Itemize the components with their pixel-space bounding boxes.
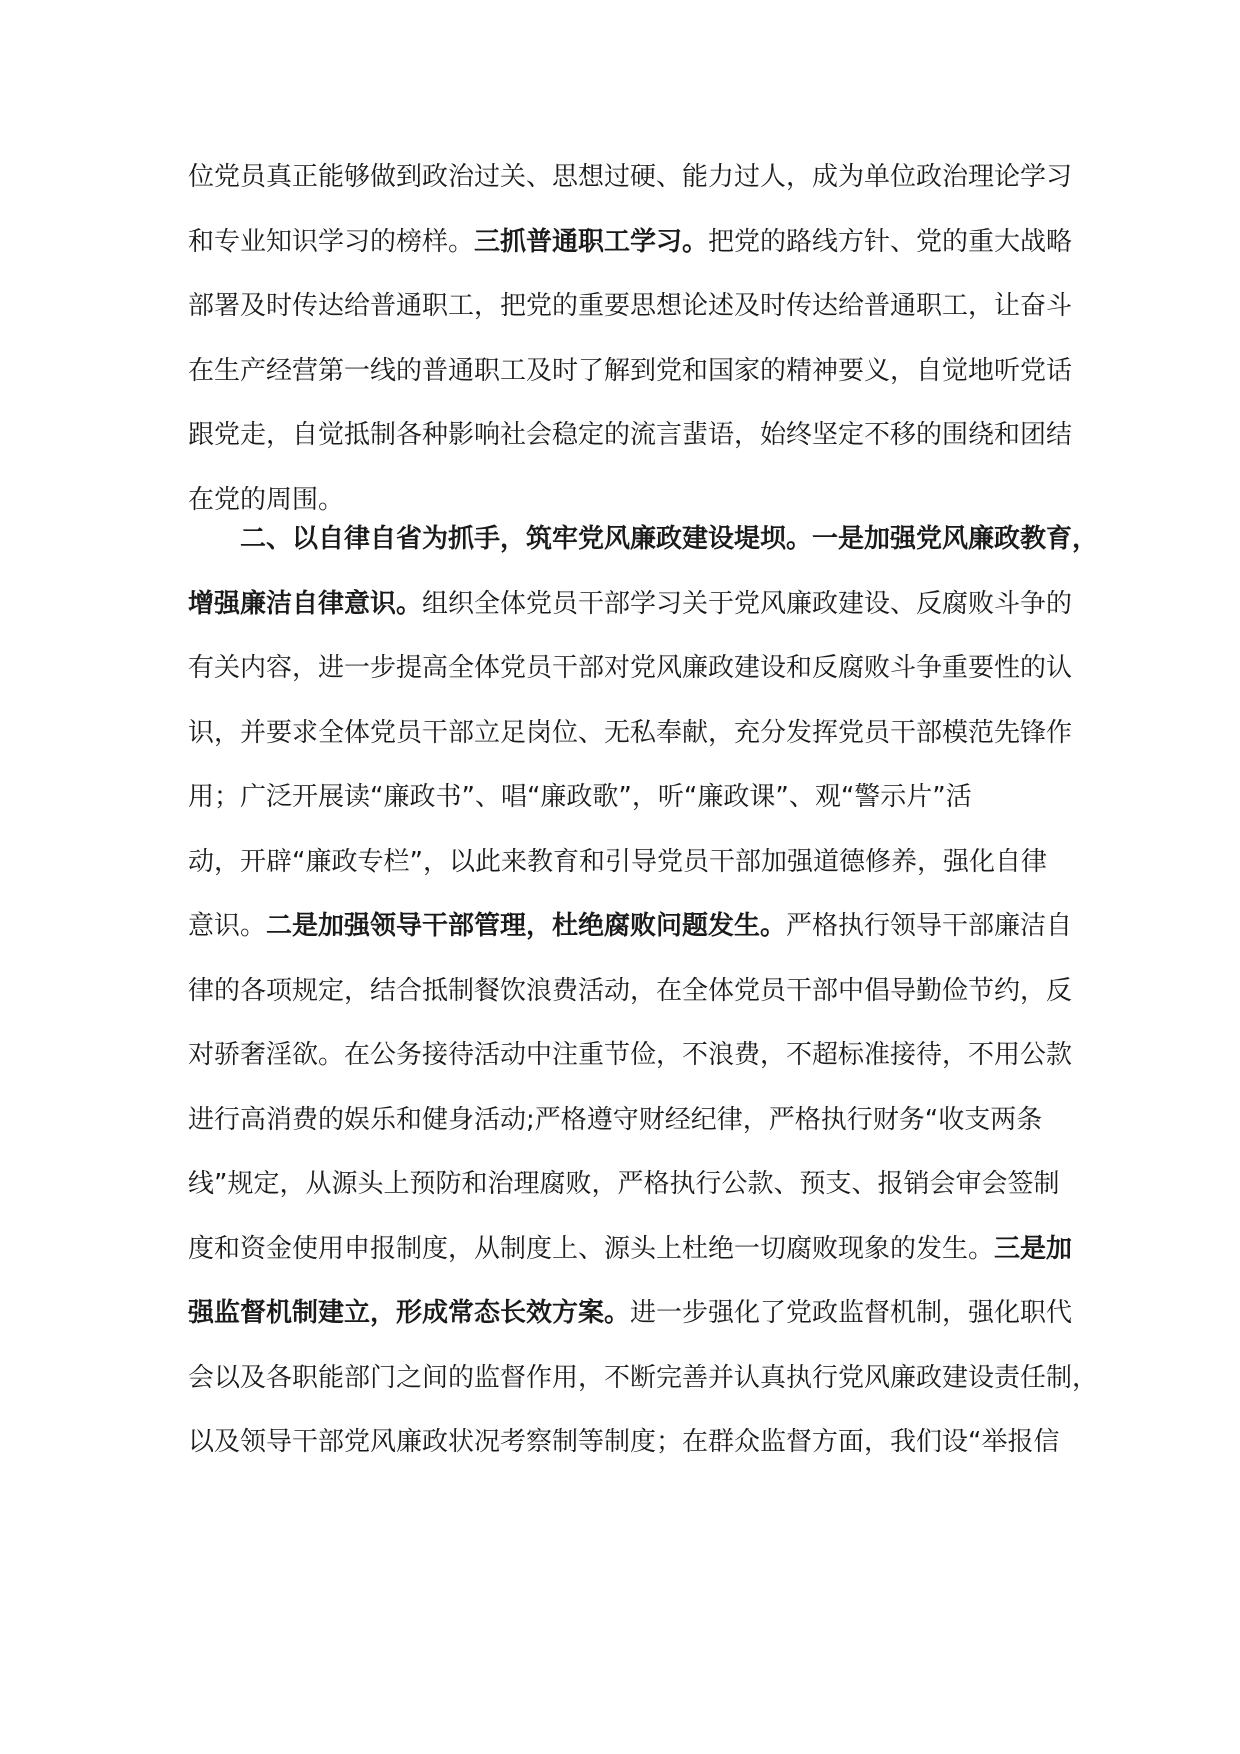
bold-heading-run: 二是加强领导干部管理，杜绝腐败问题发生。 [266, 911, 787, 941]
text-run: 对骄奢淫欲。在公务接待活动中注重节俭，不浪费，不超标准接待，不用公款 [188, 1040, 1073, 1070]
text-run: 进一步强化了党政监督机制，强化职代 [630, 1298, 1073, 1328]
paragraph-2-line [188, 959, 1073, 1024]
text-run: 线”规定，从源头上预防和治理腐败，严格执行公款、预支、报销会审会签制 [188, 1169, 1060, 1199]
text-run: 有关内容，进一步提高全体党员干部对党风廉政建设和反腐败斗争重要性的认 [188, 653, 1073, 683]
paragraph-2-line [188, 830, 1058, 895]
paragraph-1-line [188, 339, 1073, 404]
bold-heading-run: 三抓普通职工学习。 [474, 226, 709, 257]
paragraph-1-line [188, 403, 1073, 468]
paragraph-1-line [188, 145, 1073, 210]
paragraph-2-line [188, 507, 1099, 572]
bold-heading-run: 强监督机制建立，形成常态长效方案。 [188, 1298, 631, 1328]
paragraph-2-line [188, 1152, 1058, 1217]
paragraph-2 [188, 507, 1099, 1475]
text-run: 以及领导干部党风廉政状况考察制等制度；在群众监督方面，我们设“举报信 [188, 1427, 1060, 1457]
text-run: 跟党走，自觉抵制各种影响社会稳定的流言蜚语，始终坚定不移的围绕和团结 [188, 420, 1073, 450]
bold-heading-run: 一是加强党风廉政教育， [812, 524, 1099, 554]
paragraph-2-line [188, 1346, 1099, 1411]
paragraph-2-line [188, 894, 1073, 959]
bold-heading-run: 增强廉洁自律意识。 [188, 588, 423, 619]
text-run: 进行高消费的娱乐和健身活动;严格遵守财经纪律，严格执行财务“收支两条 [188, 1104, 1043, 1135]
paragraph-2-line [188, 1410, 1058, 1475]
paragraph-1-line [188, 210, 1073, 275]
paragraph-2-line [188, 765, 1058, 830]
text-run: 把党的路线方针、党的重大战略 [708, 226, 1073, 257]
text-run: 度和资金使用申报制度，从制度上、源头上杜绝一切腐败现象的发生。 [188, 1233, 995, 1264]
section-heading: 二、以自律自省为抓手，筑牢党风廉政建设堤坝。 [240, 524, 813, 554]
text-run: 和专业知识学习的榜样。 [188, 226, 475, 257]
text-run: 组织全体党员干部学习关于党风廉政建设、反腐败斗争的 [422, 588, 1073, 619]
paragraph-2-line [188, 1088, 1058, 1153]
paragraph-2-line [188, 1217, 1073, 1282]
text-run: 动，开辟“廉政专栏”，以此来教育和引导党员干部加强道德修养，强化自律 [188, 846, 1047, 877]
text-run: 部署及时传达给普通职工，把党的重要思想论述及时传达给普通职工，让奋斗 [188, 291, 1073, 321]
text-run: 位党员真正能够做到政治过关、思想过硬、能力过人，成为单位政治理论学习 [188, 162, 1073, 192]
paragraph-2-line [188, 1281, 1073, 1346]
text-run: 在生产经营第一线的普通职工及时了解到党和国家的精神要义，自觉地听党话 [188, 355, 1073, 386]
text-run: 在党的周围。 [188, 484, 345, 515]
text-run: 会以及各职能部门之间的监督作用，不断完善并认真执行党风廉政建设责任制， [188, 1362, 1099, 1393]
bold-heading-run: 三是加 [994, 1233, 1073, 1264]
paragraph-2-line [188, 636, 1073, 701]
paragraph-2-line [188, 572, 1073, 637]
text-run: 用；广泛开展读“廉政书”、唱“廉政歌”，听“廉政课”、观“警示片”活 [188, 782, 972, 812]
paragraph-2-line [188, 1023, 1073, 1088]
paragraph-1-line [188, 274, 1073, 339]
paragraph-1 [188, 145, 1073, 532]
text-run: 律的各项规定，结合抵制餐饮浪费活动，在全体党员干部中倡导勤俭节约，反 [188, 975, 1073, 1006]
paragraph-2-line [188, 701, 1073, 766]
text-run: 严格执行领导干部廉洁自 [786, 911, 1073, 941]
text-run: 意识。 [188, 911, 267, 941]
text-run: 识，并要求全体党员干部立足岗位、无私奉献，充分发挥党员干部模范先锋作 [188, 717, 1073, 748]
